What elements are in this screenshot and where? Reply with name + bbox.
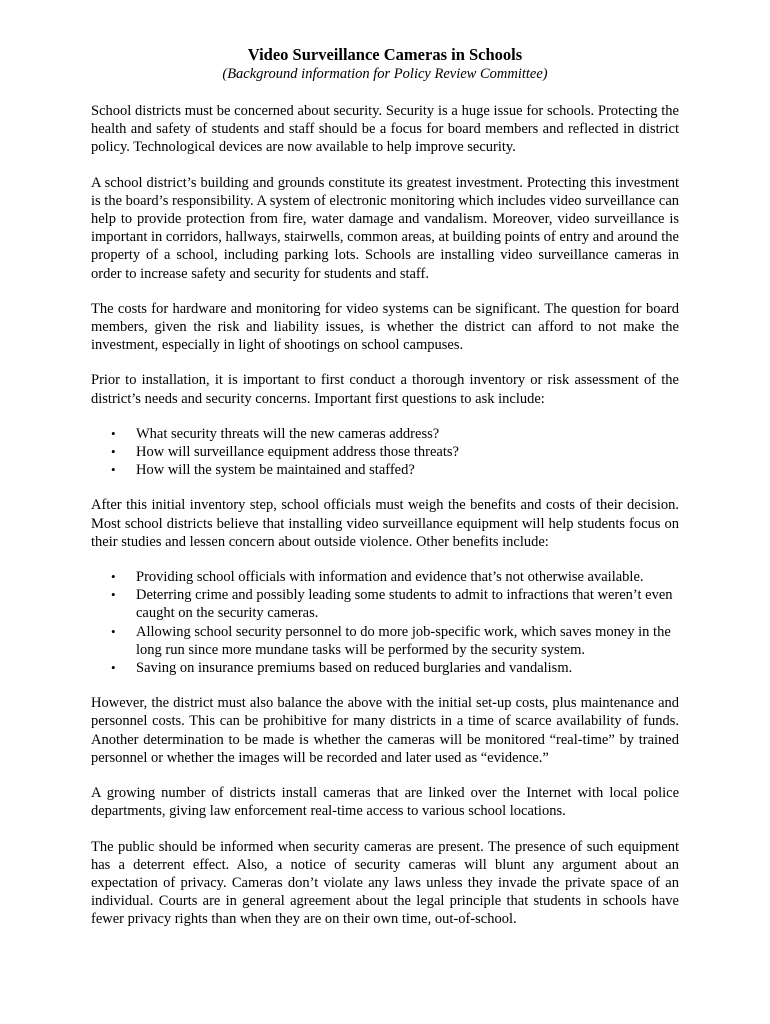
- paragraph: The public should be informed when security cameras are present. The presence of such equipment has a deterrent effect. Also, a notice of security cameras will blunt any argument about an expectation of privacy. Cameras don’t violate any laws unless they invade the private space of an individual. Courts are in general agreement about the legal principle that students in schools have fewer privacy rights than when they are on their own time, out-of-school.: [91, 838, 679, 928]
- bullet-icon: •: [111, 623, 116, 639]
- list-item: • Providing school officials with information and evidence that’s not otherwise available.: [111, 569, 644, 586]
- list-item: • Saving on insurance premiums based on reduced burglaries and vandalism.: [111, 660, 573, 677]
- bullet-icon: •: [111, 425, 116, 441]
- paragraph: A growing number of districts install cameras that are linked over the Internet with local police departments, giving law enforcement real-time access to various school locations.: [91, 785, 679, 820]
- list-item: • Allowing school security personnel to do more job-specific work, which saves money in the long run since more mundane tasks will be performed by the security system.: [111, 623, 671, 658]
- bullet-icon: •: [111, 444, 116, 460]
- bullet-icon: •: [111, 462, 116, 478]
- list-item: • How will surveillance equipment address those threats?: [111, 444, 459, 461]
- paragraph: Prior to installation, it is important to first conduct a thorough inventory or risk assessment of the district’s needs and security concerns. Important first questions to ask include:: [91, 372, 679, 407]
- document-title: Video Surveillance Cameras in Schools: [247, 45, 523, 64]
- bullet-icon: •: [111, 660, 116, 676]
- paragraph: A school district’s building and grounds constitute its greatest investment. Protecting this investment is the board’s responsibility. A system of electronic monitoring which includes video surveillance can help to provide protection from fire, water damage and vandalism. Moreover, video surveillance is important in corridors, hallways, stairwells, common areas, at building points of entry and around the property of a school, including parking lots. Schools are installing video surveillance cameras in order to increase safety and security for students and staff.: [91, 174, 679, 282]
- bullet-icon: •: [111, 569, 116, 585]
- list-item: • How will the system be maintained and staffed?: [111, 462, 415, 479]
- paragraph: School districts must be concerned about security. Security is a huge issue for schools. Protecting the health and safety of students and staff should be a focus for board members and reflected in district policy. Technological devices are now available to help improve security.: [91, 103, 679, 156]
- paragraph: The costs for hardware and monitoring for video systems can be significant. The question for board members, given the risk and liability issues, is whether the district can afford to not make the investment, especially in light of shootings on school campuses.: [91, 300, 679, 354]
- paragraph: However, the district must also balance the above with the initial set-up costs, plus maintenance and personnel costs. This can be prohibitive for many districts in a time of scarce availability of funds. Another determination to be made is whether the cameras will be monitored “real-time” by trained personnel or whether the images will be recorded and later used as “evidence.”: [91, 695, 679, 766]
- benefits-list: [91, 568, 679, 677]
- document-subtitle: (Background information for Policy Review Committee): [222, 66, 548, 82]
- questions-list: [91, 425, 679, 480]
- document-page: [91, 44, 679, 929]
- list-item: • What security threats will the new cameras address?: [111, 425, 440, 442]
- paragraph: After this initial inventory step, school officials must weigh the benefits and costs of their decision. Most school districts believe that installing video surveillance equipment will help students focus on their studies and lessen concern about outside violence. Other benefits include:: [91, 497, 679, 550]
- bullet-icon: •: [111, 587, 116, 603]
- list-item: • Deterring crime and possibly leading some students to admit to infractions that weren’t even caught on the security cameras.: [111, 587, 673, 622]
